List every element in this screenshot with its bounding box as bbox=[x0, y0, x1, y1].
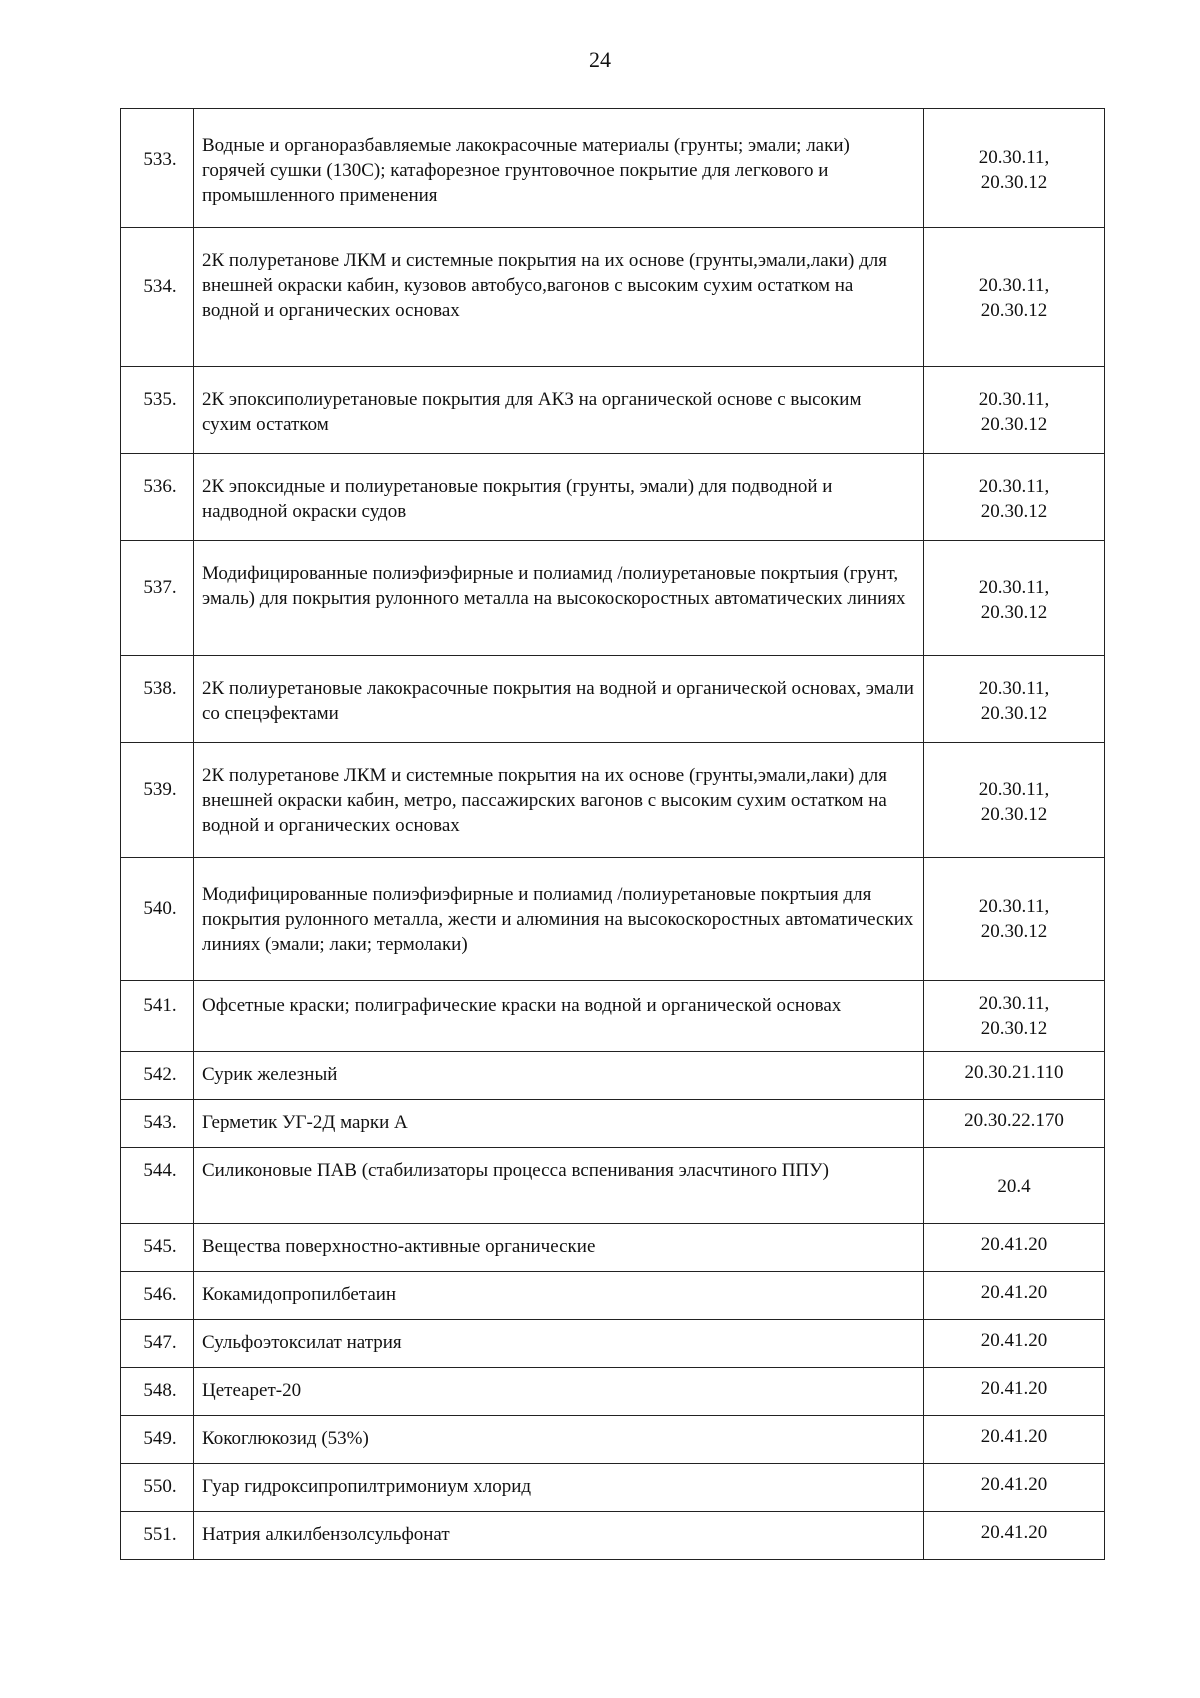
table-row bbox=[121, 1100, 1105, 1148]
row-description: 2К эпоксидные и полиуретановые покрытия (грунты, эмали) для подводной и надводной окраски судов bbox=[202, 476, 833, 522]
row-description-cell bbox=[194, 1320, 924, 1368]
row-number: 551. bbox=[143, 1524, 177, 1545]
row-description-cell bbox=[194, 541, 924, 656]
row-description-cell bbox=[194, 367, 924, 454]
table-row bbox=[121, 1416, 1105, 1464]
row-description: 2К полуретанове ЛКМ и системные покрытия на их основе (грунты,эмали,лаки) для внешней окраски кабин, метро, пассажирских вагонов с высоким сухим остатком на водной и органических основах bbox=[202, 765, 887, 836]
row-code-cell bbox=[924, 1512, 1105, 1560]
row-number: 545. bbox=[143, 1236, 177, 1257]
row-code-primary: 20.41.20 bbox=[980, 1234, 1048, 1255]
page-number: 24 bbox=[589, 47, 611, 72]
row-code-secondary: 20.30.12 bbox=[980, 172, 1048, 193]
row-description: Офсетные краски; полиграфические краски на водной и органической основах bbox=[202, 995, 842, 1016]
row-description: Цетеарет-20 bbox=[202, 1380, 302, 1401]
row-code-secondary: 20.30.12 bbox=[980, 300, 1048, 321]
row-code-primary: 20.30.11, bbox=[978, 678, 1050, 699]
table-row bbox=[121, 743, 1105, 858]
row-number-cell bbox=[121, 454, 194, 541]
row-number: 542. bbox=[143, 1064, 177, 1085]
row-description-cell bbox=[194, 656, 924, 743]
row-number: 539. bbox=[143, 779, 177, 800]
row-description-cell bbox=[194, 1148, 924, 1224]
row-number: 550. bbox=[143, 1476, 177, 1497]
row-code-secondary: 20.30.12 bbox=[980, 804, 1048, 825]
row-description: Модифицированные полиэфиэфирные и полиамид /полиуретановые покртыия (грунт, эмаль) для покрытия рулонного металла на высокоскоростных автоматических линиях bbox=[202, 563, 906, 609]
row-number: 540. bbox=[143, 898, 177, 919]
table-row bbox=[121, 1272, 1105, 1320]
row-description-cell bbox=[194, 1272, 924, 1320]
row-number: 544. bbox=[143, 1160, 177, 1181]
row-code-primary: 20.30.11, bbox=[978, 476, 1050, 497]
table-row bbox=[121, 367, 1105, 454]
table-row bbox=[121, 1052, 1105, 1100]
row-description-cell bbox=[194, 1224, 924, 1272]
row-number-cell bbox=[121, 1416, 194, 1464]
row-number-cell bbox=[121, 1224, 194, 1272]
row-description-cell bbox=[194, 1100, 924, 1148]
row-description-cell bbox=[194, 858, 924, 981]
row-description-cell bbox=[194, 228, 924, 367]
row-description: Водные и органоразбавляемые лакокрасочные материалы (грунты; эмали; лаки) горячей сушки (130С); катафорезное грунтовочное покрытие для легкового и промышленного применения bbox=[202, 135, 850, 206]
row-code-cell bbox=[924, 1052, 1105, 1100]
row-number-cell bbox=[121, 1368, 194, 1416]
row-number: 543. bbox=[143, 1112, 177, 1133]
row-number: 548. bbox=[143, 1380, 177, 1401]
row-code-cell bbox=[924, 454, 1105, 541]
row-code-primary: 20.41.20 bbox=[980, 1426, 1048, 1447]
row-description: Натрия алкилбензолсульфонат bbox=[202, 1524, 450, 1545]
table-row bbox=[121, 454, 1105, 541]
row-code-primary: 20.41.20 bbox=[980, 1282, 1048, 1303]
row-description: Вещества поверхностно-активные органические bbox=[202, 1236, 596, 1257]
table-row bbox=[121, 656, 1105, 743]
row-code-cell bbox=[924, 1224, 1105, 1272]
table-row bbox=[121, 1368, 1105, 1416]
table-row bbox=[121, 1224, 1105, 1272]
row-code-secondary: 20.30.12 bbox=[980, 414, 1048, 435]
table-row bbox=[121, 981, 1105, 1052]
row-description: Герметик УГ-2Д марки А bbox=[202, 1112, 408, 1133]
row-number: 535. bbox=[143, 389, 177, 410]
row-description-cell bbox=[194, 1368, 924, 1416]
row-number-cell bbox=[121, 1148, 194, 1224]
row-code-cell bbox=[924, 981, 1105, 1052]
row-number-cell bbox=[121, 1320, 194, 1368]
row-number-cell bbox=[121, 1100, 194, 1148]
row-code-secondary: 20.30.12 bbox=[980, 1018, 1048, 1039]
row-number: 536. bbox=[143, 476, 177, 497]
table-row bbox=[121, 1148, 1105, 1224]
table-row bbox=[121, 541, 1105, 656]
row-code-primary: 20.41.20 bbox=[980, 1330, 1048, 1351]
table-row bbox=[121, 1464, 1105, 1512]
row-number-cell bbox=[121, 1052, 194, 1100]
row-number-cell bbox=[121, 1464, 194, 1512]
row-number: 549. bbox=[143, 1428, 177, 1449]
row-description: Кокоглюкозид (53%) bbox=[202, 1428, 369, 1449]
row-number-cell bbox=[121, 228, 194, 367]
row-description-cell bbox=[194, 109, 924, 228]
row-code-primary: 20.30.11, bbox=[978, 389, 1050, 410]
row-code-cell bbox=[924, 1320, 1105, 1368]
row-code-cell bbox=[924, 109, 1105, 228]
row-code-secondary: 20.30.12 bbox=[980, 501, 1048, 522]
row-number-cell bbox=[121, 541, 194, 656]
row-code-cell bbox=[924, 367, 1105, 454]
row-number-cell bbox=[121, 1272, 194, 1320]
row-description: Силиконовые ПАВ (стабилизаторы процесса вспенивания эласчтиного ППУ) bbox=[202, 1160, 829, 1181]
row-code-cell bbox=[924, 743, 1105, 858]
row-description: Сульфоэтоксилат натрия bbox=[202, 1332, 402, 1353]
row-code-primary: 20.30.11, bbox=[978, 993, 1050, 1014]
row-number-cell bbox=[121, 981, 194, 1052]
row-code-primary: 20.30.11, bbox=[978, 896, 1050, 917]
row-description: 2К эпоксиполиуретановые покрытия для АКЗ на органической основе с высоким сухим остатком bbox=[202, 389, 862, 435]
row-description: Сурик железный bbox=[202, 1064, 338, 1085]
row-description: 2К полиуретановые лакокрасочные покрытия на водной и органической основах, эмали со спецэфектами bbox=[202, 678, 914, 724]
row-code-primary: 20.30.11, bbox=[978, 147, 1050, 168]
table-row bbox=[121, 109, 1105, 228]
row-code-cell bbox=[924, 1148, 1105, 1224]
row-description: Модифицированные полиэфиэфирные и полиамид /полиуретановые покртыия для покрытия рулонного металла, жести и алюминия на высокоскоростных автоматических линиях (эмали; лаки; термолаки) bbox=[202, 884, 914, 955]
products-table bbox=[120, 108, 1105, 1560]
row-code-cell bbox=[924, 1100, 1105, 1148]
row-code-primary: 20.30.11, bbox=[978, 577, 1050, 598]
table-row bbox=[121, 1512, 1105, 1560]
row-description-cell bbox=[194, 1512, 924, 1560]
row-description-cell bbox=[194, 743, 924, 858]
row-code-primary: 20.41.20 bbox=[980, 1474, 1048, 1495]
row-number: 546. bbox=[143, 1284, 177, 1305]
row-code-primary: 20.30.11, bbox=[978, 779, 1050, 800]
row-code-primary: 20.30.22.170 bbox=[964, 1110, 1064, 1131]
row-number: 547. bbox=[143, 1332, 177, 1353]
row-number: 533. bbox=[143, 149, 177, 170]
row-description-cell bbox=[194, 1464, 924, 1512]
row-number-cell bbox=[121, 858, 194, 981]
row-code-primary: 20.30.21.110 bbox=[964, 1062, 1064, 1083]
row-description: Гуар гидроксипропилтримониум хлорид bbox=[202, 1476, 532, 1497]
row-code-cell bbox=[924, 541, 1105, 656]
row-code-secondary: 20.30.12 bbox=[980, 703, 1048, 724]
row-number-cell bbox=[121, 656, 194, 743]
row-code-primary: 20.41.20 bbox=[980, 1522, 1048, 1543]
row-code-cell bbox=[924, 228, 1105, 367]
row-description: 2К полуретанове ЛКМ и системные покрытия на их основе (грунты,эмали,лаки) для внешней окраски кабин, кузовов автобусо,вагонов с высоким сухим остатком на водной и органических основах bbox=[202, 250, 887, 321]
row-description-cell bbox=[194, 1052, 924, 1100]
row-description-cell bbox=[194, 981, 924, 1052]
row-number: 541. bbox=[143, 995, 177, 1016]
row-description-cell bbox=[194, 1416, 924, 1464]
row-code-secondary: 20.30.12 bbox=[980, 602, 1048, 623]
row-number-cell bbox=[121, 109, 194, 228]
row-code-cell bbox=[924, 1464, 1105, 1512]
row-number-cell bbox=[121, 743, 194, 858]
row-code-cell bbox=[924, 1368, 1105, 1416]
row-number: 534. bbox=[143, 276, 177, 297]
row-number: 538. bbox=[143, 678, 177, 699]
row-code-primary: 20.30.11, bbox=[978, 275, 1050, 296]
row-code-cell bbox=[924, 858, 1105, 981]
row-code-primary: 20.41.20 bbox=[980, 1378, 1048, 1399]
table-row bbox=[121, 228, 1105, 367]
row-number-cell bbox=[121, 367, 194, 454]
row-code-primary: 20.4 bbox=[997, 1176, 1031, 1197]
row-description-cell bbox=[194, 454, 924, 541]
row-description: Кокамидопропилбетаин bbox=[202, 1284, 397, 1305]
row-code-cell bbox=[924, 1416, 1105, 1464]
row-number-cell bbox=[121, 1512, 194, 1560]
row-code-cell bbox=[924, 656, 1105, 743]
table-row bbox=[121, 1320, 1105, 1368]
row-code-cell bbox=[924, 1272, 1105, 1320]
row-number: 537. bbox=[143, 577, 177, 598]
row-code-secondary: 20.30.12 bbox=[980, 921, 1048, 942]
table-row bbox=[121, 858, 1105, 981]
